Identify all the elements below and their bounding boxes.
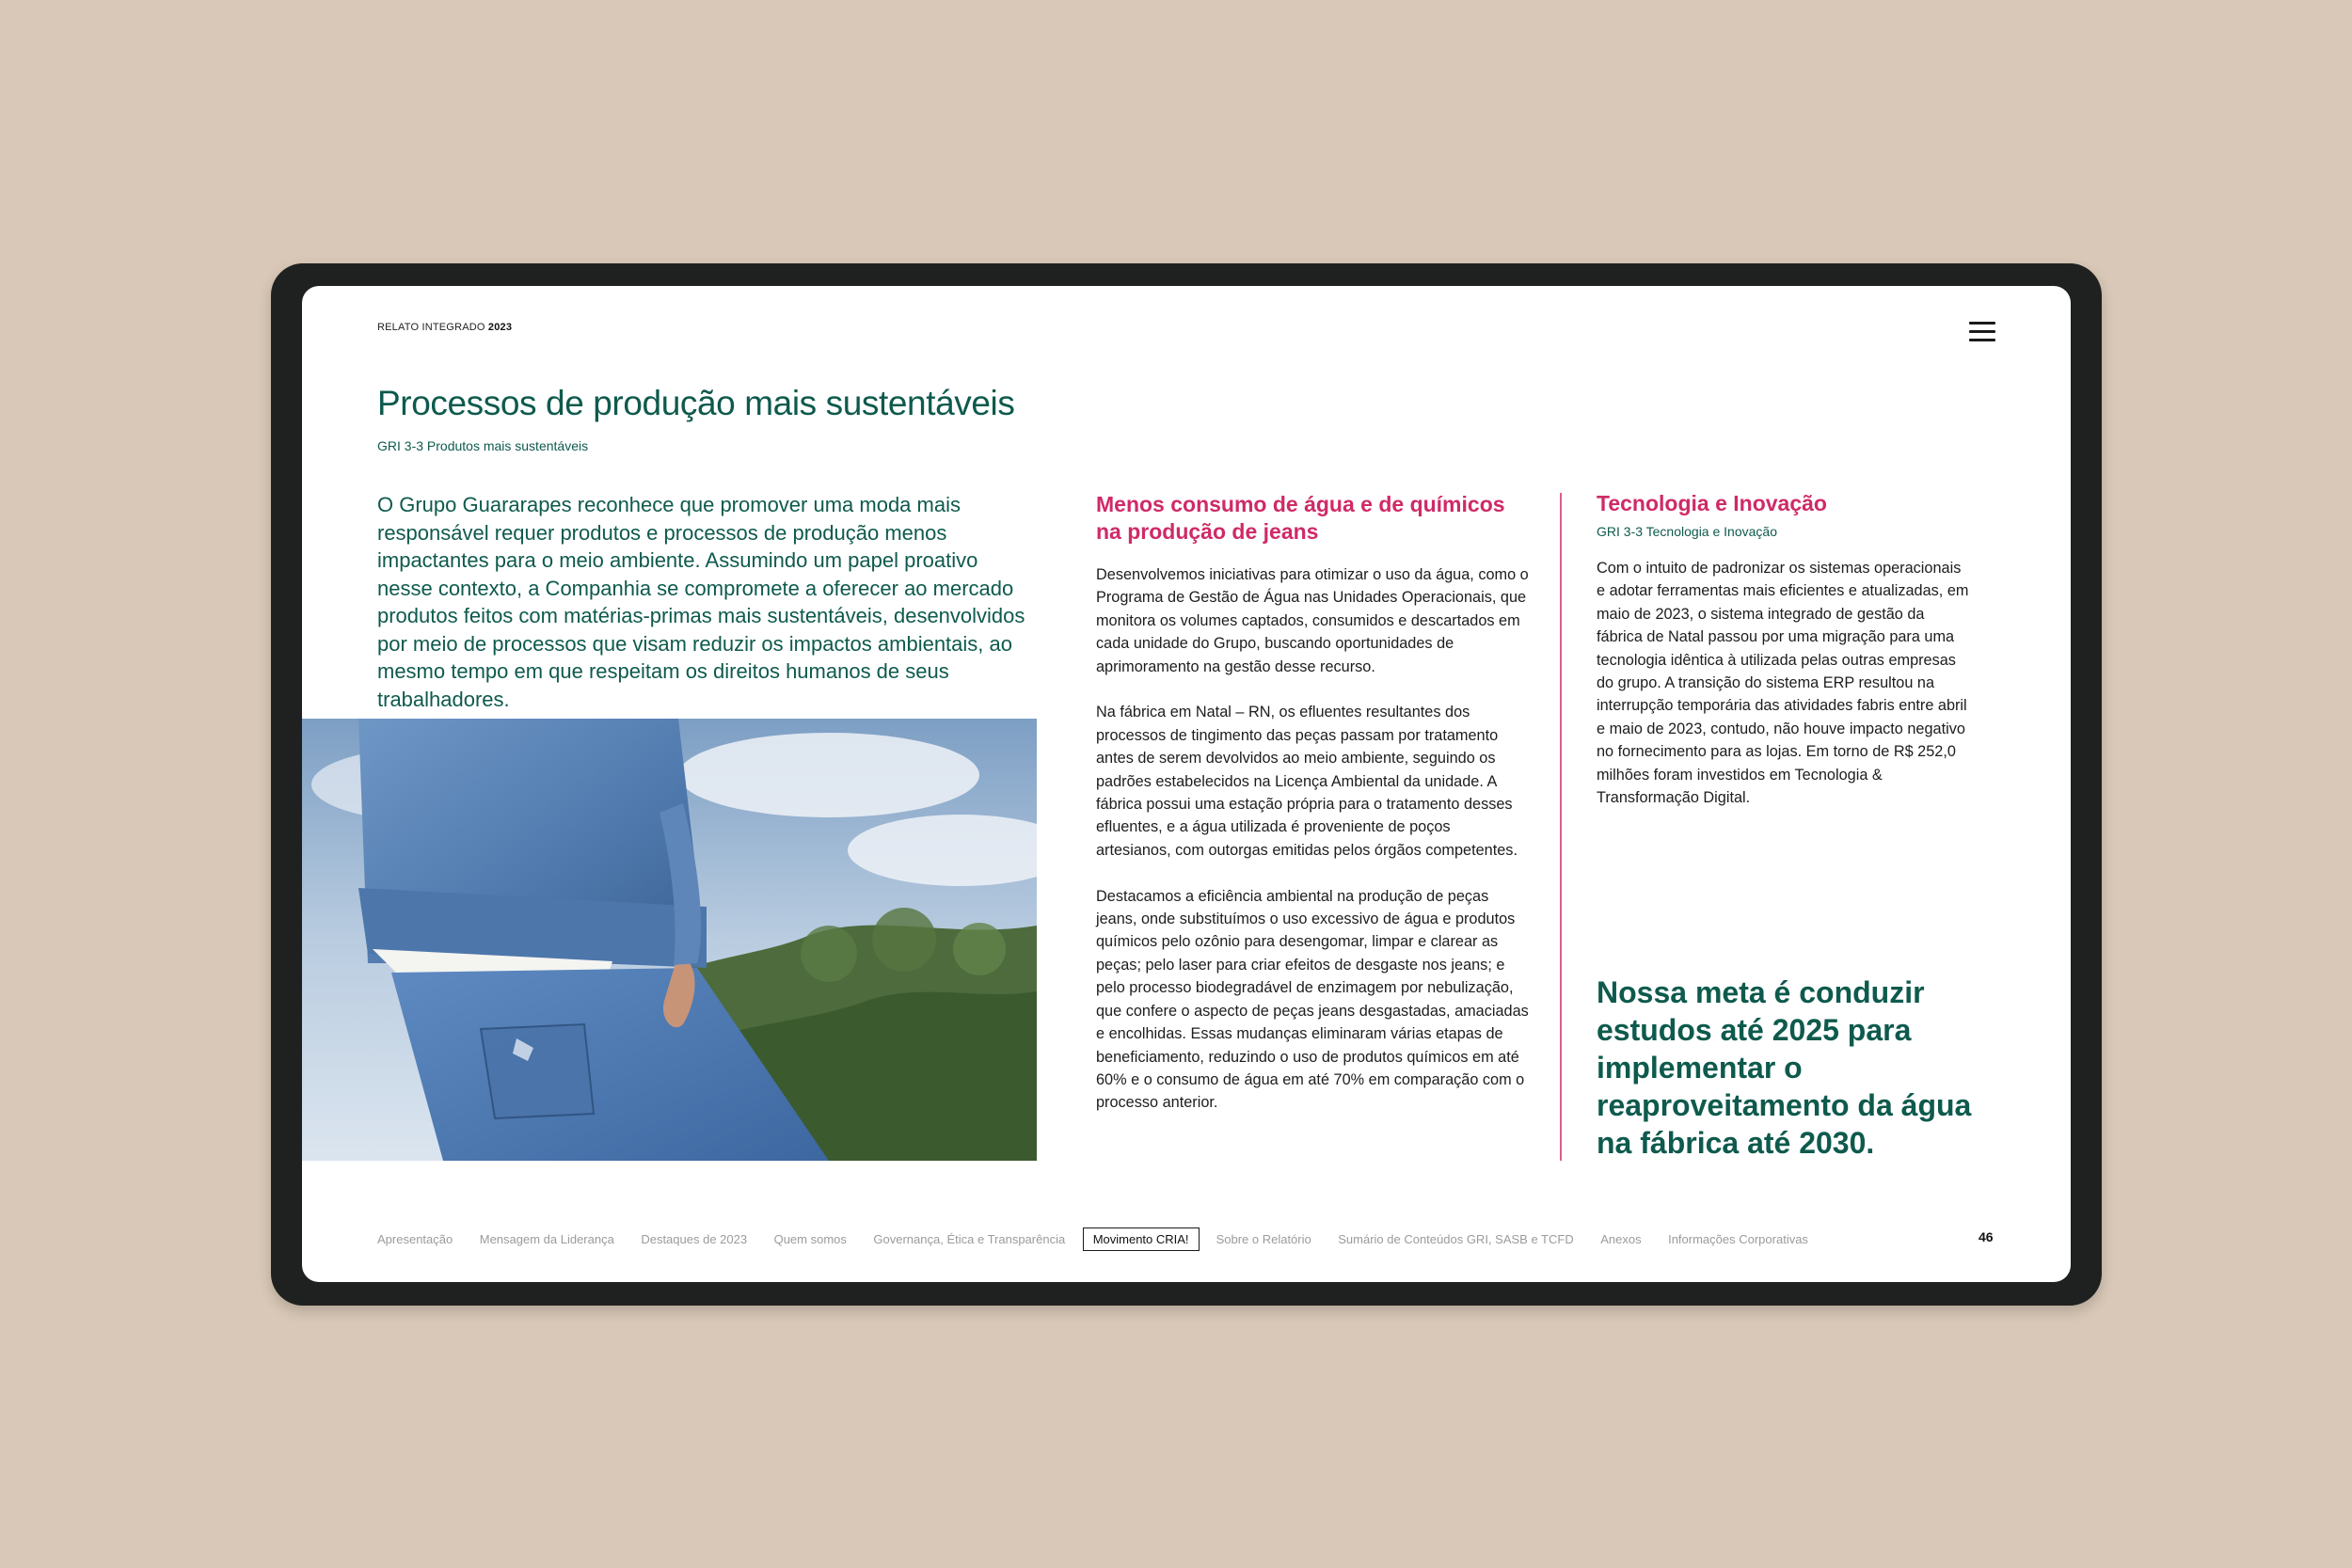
nav-quem-somos[interactable]: Quem somos — [773, 1232, 847, 1246]
hamburger-menu-icon[interactable] — [1969, 322, 1995, 342]
water-section-heading: Menos consumo de água e de químicos na produção de jeans — [1096, 492, 1505, 544]
page-title: Processos de produção mais sustentáveis — [377, 384, 1015, 422]
goal-statement: Nossa meta é conduzir estudos até 2025 para implementar o reaproveitamento da água na fábrica até 2030. — [1597, 975, 1972, 1160]
water-section-body — [1096, 563, 1529, 1137]
nav-governanca[interactable]: Governança, Ética e Transparência — [873, 1232, 1066, 1246]
tech-section-body: Com o intuito de padronizar os sistemas operacionais e adotar ferramentas mais eficientes e atualizadas, em maio de 2023, o sistema integrado de gestão da fábrica de Natal passou por uma migração para uma tecnologia idêntica à utilizada pelas outras empresas do grupo. A transição do sistema ERP resultou na interrupção temporária das atividades fabris entre abril e maio de 2023, contudo, não houve impacto negativo no fornecimento para as lojas. Em torno de R$ 252,0 milhões foram investidos em Tecnologia & Transformação Digital. — [1597, 560, 1969, 807]
tech-section-heading: Tecnologia e Inovação — [1597, 491, 1827, 515]
nav-destaques-2023[interactable]: Destaques de 2023 — [641, 1232, 748, 1246]
report-year: 2023 — [487, 322, 513, 333]
intro-paragraph: O Grupo Guararapes reconhece que promover uma moda mais responsável requer produtos e processos de produção menos impactantes para o meio ambiente. Assumindo um papel proativo nesse contexto, a Companhia se compromete a oferecer ao mercado produtos feitos com matérias-primas mais sustentáveis, desenvolvidos por meio de processos que visam reduzir os impactos ambientais, ao mesmo tempo em que respeitam os direitos humanos de seus trabalhadores. — [377, 493, 1025, 711]
denim-photo — [302, 719, 1037, 1161]
report-label — [377, 322, 512, 333]
page-number: 46 — [1979, 1229, 1994, 1244]
nav-movimento-cria-active[interactable]: Movimento CRIA! — [1083, 1227, 1200, 1251]
nav-informacoes-corporativas[interactable]: Informações Corporativas — [1668, 1232, 1808, 1246]
water-paragraph-2: Na fábrica em Natal – RN, os efluentes resultantes dos processos de tingimento das peças passam por tratamento antes de serem devolvidos ao meio ambiente, seguindo os padrões estabelecidos na Licença Ambiental da unidade. A fábrica possui uma estação própria para o tratamento desses efluentes, e a água utilizada é proveniente de poços artesianos, com outorgas emitidas pelos órgãos competentes. — [1096, 704, 1518, 859]
report-page — [302, 286, 2071, 1282]
column-divider — [1560, 493, 1562, 1161]
nav-anexos[interactable]: Anexos — [1600, 1232, 1642, 1246]
page-gri-reference: GRI 3-3 Produtos mais sustentáveis — [377, 438, 589, 453]
nav-apresentacao[interactable]: Apresentação — [377, 1232, 453, 1246]
water-paragraph-3: Destacamos a eficiência ambiental na produção de peças jeans, onde substituímos o uso excessivo de água e produtos químicos pelo ozônio para desengomar, limpar e clarear as peças; pelo laser para criar efeitos de desgaste nos jeans; e pelo processo biodegradável de enzimagem por nebulização, que confere o aspecto de peças jeans desgastadas, amaciadas e encolhidas. Essas mudanças eliminaram várias etapas de beneficiamento, reduzindo o uso de produtos químicos em até 60% e o consumo de água em até 70% em comparação com o processo anterior. — [1096, 887, 1529, 1112]
water-paragraph-1: Desenvolvemos iniciativas para otimizar o uso da água, como o Programa de Gestão de Água nas Unidades Operacionais, que monitora os volumes captados, consumidos e descartados em cada unidade do Grupo, buscando oportunidades de aprimoramento na gestão desse recurso. — [1096, 566, 1529, 675]
footer-navigation — [377, 1227, 1835, 1251]
nav-sobre-relatorio[interactable]: Sobre o Relatório — [1216, 1232, 1311, 1246]
tech-gri-reference: GRI 3-3 Tecnologia e Inovação — [1597, 524, 1777, 539]
report-label-text: RELATO INTEGRADO — [377, 322, 485, 333]
nav-sumario-conteudos[interactable]: Sumário de Conteúdos GRI, SASB e TCFD — [1338, 1232, 1574, 1246]
nav-mensagem-lideranca[interactable]: Mensagem da Liderança — [479, 1232, 614, 1246]
